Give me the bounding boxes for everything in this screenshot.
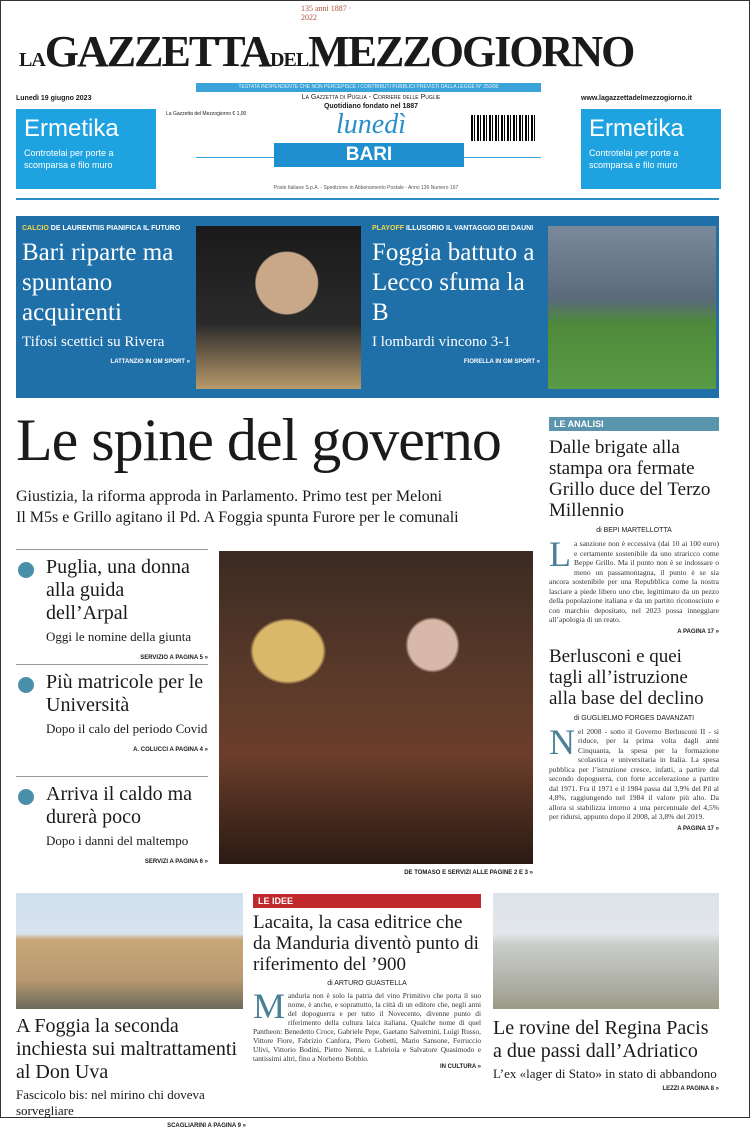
- barcode-icon: [471, 115, 536, 141]
- subheadline: L’ex «lager di Stato» in stato di abbandono: [493, 1066, 717, 1081]
- section-label: LE IDEE: [253, 894, 481, 908]
- day-label: lunedì: [336, 109, 406, 140]
- page-ref: SERVIZIO A PAGINA 5 »: [140, 655, 208, 661]
- page-ref: SERVIZI A PAGINA 6 »: [144, 859, 208, 865]
- headline: Lacaita, la casa editrice che da Manduria diventò punto di riferimento del ’900: [253, 912, 479, 975]
- headline: Bari riparte ma spuntano acquirenti: [22, 239, 174, 326]
- independence-strip: TESTATA INDIPENDENTE CHE NON PERCEPISCE I CONTRIBUTI PUBBLICI PREVISTI DALLA LEGGE N° 250/90: [196, 83, 541, 92]
- page-ref: IN CULTURA »: [440, 1064, 481, 1070]
- issue-date: Lunedì 19 giugno 2023: [16, 95, 92, 102]
- photo-de-laurentiis: [196, 226, 361, 389]
- edition-label: BARI: [274, 143, 464, 167]
- section-label: CALCIO: [22, 225, 49, 232]
- analisi-column: [549, 417, 719, 833]
- ad-ermetika-right[interactable]: [581, 109, 721, 189]
- headline[interactable]: Dalle brigate alla stampa ora fermate Grillo duce del Terzo Millennio: [549, 437, 711, 521]
- ad-tagline: Controtelai per porte a scomparsa e filo muro: [24, 148, 114, 170]
- masthead-logo[interactable]: [19, 27, 731, 85]
- header-rule: [16, 198, 719, 200]
- byline: di BEPI MARTELLOTTA: [596, 527, 672, 534]
- legal-notice: Poste Italiane S.p.A. - Spedizione in Abbonamento Postale - Anno 136 Numero 167: [273, 185, 459, 191]
- page-ref: LEZZI A PAGINA 8 »: [662, 1086, 719, 1092]
- page-ref: A PAGINA 17 »: [677, 825, 719, 832]
- headline: Puglia, una donna alla guida dell’Arpal: [46, 556, 190, 624]
- article-body: a sanzione non è eccessiva (dai 10 ai 100 euro) e certamente sostenibile da uno straricco come Beppe Grillo. Ma il punto non è se indossare o meno un passamontagna, il punto è se sia ancora sostenibile per una Repubblica come la nostra lasciare a piede libero uno che, legittimato da un pezzo della popolazione italiana e da un partito riconosciuto e con marchio depositato, nel 2023 possa inneggiare all’apologia di un reato.: [549, 539, 719, 624]
- subheadline: Dopo i danni del maltempo: [46, 833, 189, 848]
- kicker: ILLUSORIO IL VANTAGGIO DEI DAUNI: [405, 225, 534, 232]
- logo-del: DEL: [270, 49, 309, 71]
- lead-headline[interactable]: Le spine del governo: [16, 407, 501, 473]
- byline: di GUGLIELMO FORGES DAVANZATI: [573, 714, 695, 722]
- founded: Quotidiano fondato nel 1887: [323, 103, 419, 110]
- subheadline: Dopo il calo del periodo Covid: [46, 721, 208, 736]
- lead-sub-1: Giustizia, la riforma approda in Parlamento. Primo test per Meloni: [16, 488, 443, 505]
- drop-cap: N: [549, 721, 575, 762]
- page-ref: A PAGINA 17 »: [677, 628, 719, 635]
- photo-don-uva: [16, 893, 243, 1009]
- banner-story-bari[interactable]: [16, 219, 196, 371]
- headline[interactable]: Berlusconi e quei tagli all’istruzione alla base del declino: [549, 645, 704, 709]
- byline: di ARTURO GUASTELLA: [327, 980, 407, 987]
- story-regina-pacis[interactable]: [493, 1017, 719, 1093]
- drop-cap: M: [253, 986, 286, 1026]
- bullet-icon: [18, 562, 34, 578]
- brief-arpal[interactable]: [16, 549, 208, 659]
- headline: Foggia battuto a Lecco sfuma la B: [372, 239, 535, 326]
- ad-tagline: Controtelai per porte a scomparsa e filo muro: [589, 148, 679, 170]
- lead-sub-2: Il M5s e Grillo agitano il Pd. A Foggia spunta Furore per le comunali: [16, 509, 459, 526]
- photo-football-match: [548, 226, 716, 389]
- page-ref: FIORELLA IN GM SPORT »: [463, 359, 540, 365]
- subheadline: Oggi le nomine della giunta: [46, 629, 192, 644]
- story-don-uva[interactable]: [16, 1015, 246, 1130]
- ad-brand: Ermetika: [589, 115, 684, 142]
- page-ref: SCAGLIARINI A PAGINA 9 »: [167, 1123, 246, 1129]
- drop-cap: L: [549, 534, 571, 574]
- page-ref: A. COLUCCI A PAGINA 4 »: [133, 747, 208, 753]
- bullet-icon: [18, 677, 34, 693]
- logo-mezzogiorno: MEZZOGIORNO: [308, 27, 634, 76]
- photo-caption: DE TOMASO E SERVIZI ALLE PAGINE 2 E 3 »: [404, 870, 533, 876]
- logo-la: LA: [19, 49, 45, 71]
- bullet-icon: [18, 789, 34, 805]
- logo-gazzetta: GAZZETTA: [44, 27, 271, 76]
- headline: A Foggia la seconda inchiesta sui maltrattamenti al Don Uva: [16, 1015, 238, 1083]
- article-body: el 2008 - sotto il Governo Berlusconi II - si riduce, per la prima volta dagli anni Cinquanta, la spesa per la formazione scolastica e universitaria in Italia. La spesa pubblica per l’istruzione cresce, infatti, a partire dal secondo dopoguerra, con forte accelerazione a partire dal 1971. Fra il 1971 e il 1984 passa dal 3,9% del Pil al 4,8%, raggiungendo nel 1984 il valore più alto. Da allora si stabilizza intorno a una percentuale del 4,5% per ridursi, appunto dopo il 2008, al 3,8% del 2019.: [549, 726, 719, 821]
- lead-subheadline: [16, 486, 546, 528]
- ad-ermetika-left[interactable]: [16, 109, 156, 189]
- photo-parliament: [219, 551, 533, 864]
- subheadline: Fascicolo bis: nel mirino chi doveva sorvegliare: [16, 1087, 205, 1118]
- photo-regina-pacis: [493, 893, 719, 1009]
- headline: Più matricole per le Università: [46, 671, 204, 716]
- story-lacaita[interactable]: [253, 894, 481, 1071]
- headline: Arriva il caldo ma durerà poco: [46, 783, 193, 828]
- ad-brand: Ermetika: [24, 115, 119, 142]
- brief-caldo[interactable]: [16, 776, 208, 881]
- subtitle: La Gazzetta di Puglia - Corriere delle Puglie: [301, 94, 441, 101]
- website-link[interactable]: www.lagazzettadelmezzogiorno.it: [581, 95, 692, 102]
- headline: Le rovine del Regina Pacis a due passi dall’Adriatico: [493, 1017, 709, 1062]
- section-label: LE ANALISI: [549, 417, 719, 431]
- subheadline: I lombardi vincono 3-1: [372, 334, 511, 350]
- subheadline: Tifosi scettici su Rivera: [22, 334, 165, 350]
- brief-universita[interactable]: [16, 664, 208, 774]
- page-ref: LATTANZIO IN GM SPORT »: [110, 359, 190, 365]
- section-label: PLAYOFF: [372, 225, 405, 232]
- price: La Gazzetta del Mezzogiorno € 1,00: [166, 111, 247, 117]
- anniversary-mark: 135 anni 1887 · 2022: [301, 4, 352, 22]
- banner-story-foggia[interactable]: [366, 219, 546, 371]
- kicker: DE LAURENTIIS PIANIFICA IL FUTURO: [50, 225, 181, 232]
- article-body: anduria non è solo la patria del vino Primitivo che porta il suo nome, è anche, e soprattutto, la città di un editore che, negli anni del dopoguerra e per tutto il Novecento, divenne punto di riferimento della cultura laica italiana. Qualche nome di quel Pantheon: Benedetto Croce, Gabriele Pepe, Gaetano Salvemini, Luigi Russo, Vittore Fiore, Fabrizio Canfora, Piero Gobetti, Mario Sansone, Ferruccio Ulivi, Vittorio Bodini, Pietro Nenni, e Labriola e Salvatore Quasimodo e tantissimi altri, fino a Norberto Bobbio.: [253, 991, 481, 1063]
